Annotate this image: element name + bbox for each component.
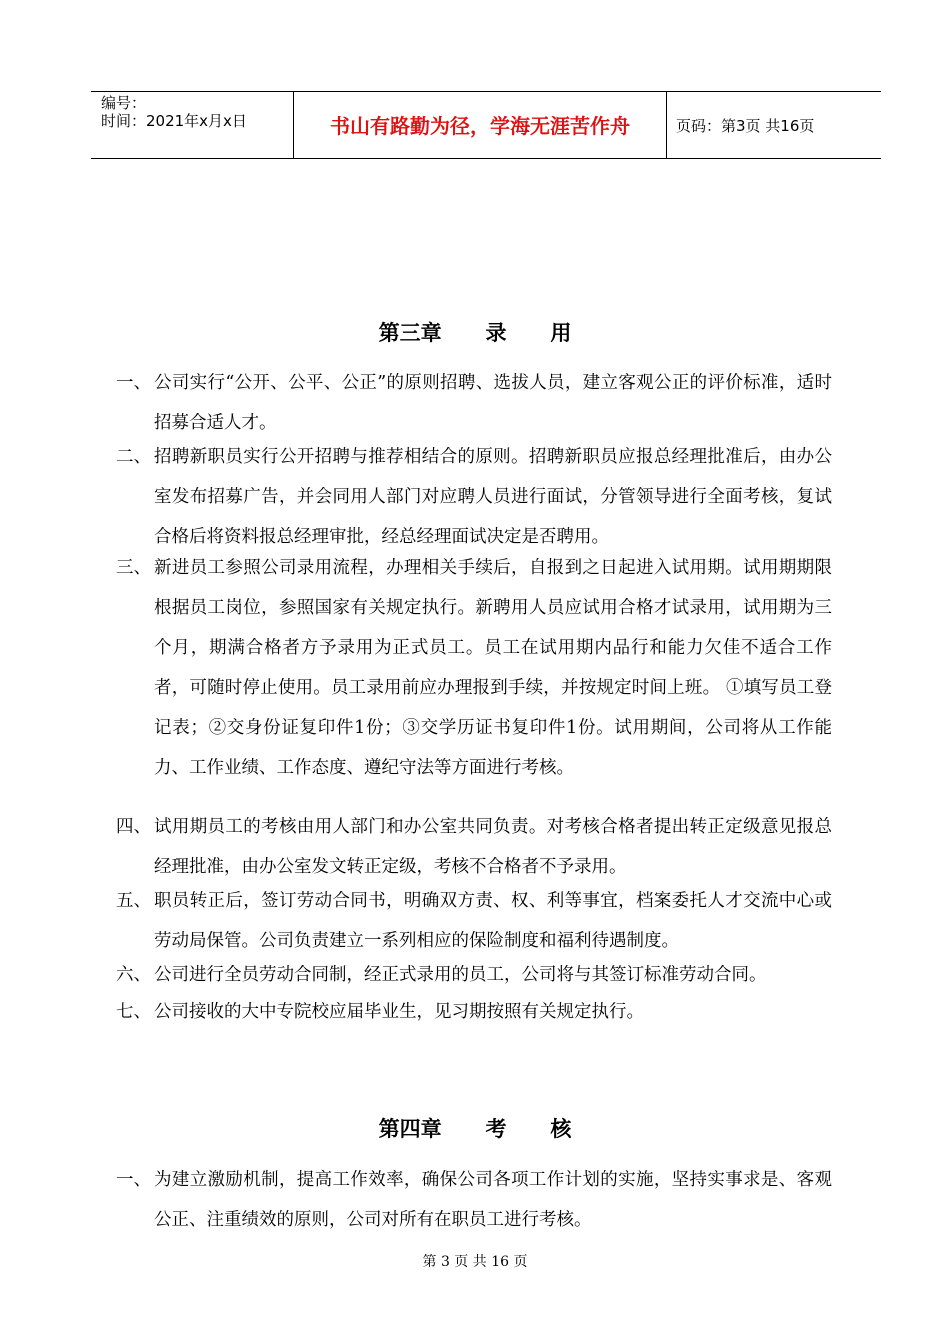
item-text: 新进员工参照公司录用流程，办理相关手续后，自报到之日起进入试用期。试用期期限根据员工岗位，参照国家有关规定执行。新聘用人员应试用合格才试录用，试用期为三个月，期满合格者方予录用为正式员工。员工在试用期内品行和能力欠佳不适合工作者，可随时停止使用。员工录用前应办理报到手续，并按规定时间上班。 ①填写员工登记表；②交身份证复印件1份；③交学历证书复印件1份。试用期间，公司将从工作能力、工作业绩、工作态度、遵纪守法等方面进行考核。	[154, 558, 832, 778]
header-left-cell	[91, 92, 293, 158]
header-middle-cell	[293, 92, 667, 158]
item-number: 四、	[116, 817, 151, 837]
list-item	[116, 807, 832, 887]
item-number: 三、	[116, 558, 151, 578]
item-text: 公司接收的大中专院校应届毕业生，见习期按照有关规定执行。	[154, 1002, 644, 1022]
list-item	[116, 955, 832, 995]
item-number: 二、	[116, 447, 151, 467]
item-number: 一、	[116, 373, 151, 393]
list-item	[116, 881, 832, 961]
list-item	[116, 1160, 832, 1240]
item-text: 公司进行全员劳动合同制，经正式录用的员工，公司将与其签订标准劳动合同。	[154, 965, 767, 985]
item-text: 试用期员工的考核由用人部门和办公室共同负责。对考核合格者提出转正定级意见报总经理批准，由办公室发文转正定级，考核不合格者不予录用。	[154, 817, 832, 877]
list-item	[116, 363, 832, 443]
list-item	[116, 437, 832, 557]
item-text: 职员转正后，签订劳动合同书，明确双方责、权、利等事宜，档案委托人才交流中心或劳动局保管。公司负责建立一系列相应的保险制度和福利待遇制度。	[154, 891, 832, 951]
page-number-label: 页码：第3页 共16页	[676, 117, 815, 135]
time-label: 时间：2021年x月x日	[101, 112, 247, 130]
page-footer: 第 3 页 共 16 页	[422, 1254, 528, 1270]
item-number: 六、	[116, 965, 151, 985]
item-text: 为建立激励机制，提高工作效率，确保公司各项工作计划的实施，坚持实事求是、客观公正、注重绩效的原则，公司对所有在职员工进行考核。	[154, 1170, 832, 1230]
item-number: 一、	[116, 1170, 151, 1190]
item-text: 招聘新职员实行公开招聘与推荐相结合的原则。招聘新职员应报总经理批准后，由办公室发布招募广告，并会同用人部门对应聘人员进行面试，分管领导进行全面考核，复试合格后将资料报总经理审批，经总经理面试决定是否聘用。	[154, 447, 832, 547]
list-item	[116, 992, 832, 1032]
item-number: 七、	[116, 1002, 151, 1022]
serial-label: 编号：	[101, 94, 147, 112]
chapter-4-title: 第四章 考 核	[378, 1117, 572, 1141]
item-text: 公司实行“公开、公平、公正”的原则招聘、选拔人员，建立客观公正的评价标准，适时招募合适人才。	[154, 373, 832, 433]
motto: 书山有路勤为径，学海无涯苦作舟	[330, 114, 630, 138]
item-number: 五、	[116, 891, 151, 911]
list-item	[116, 548, 832, 788]
header-right-cell	[666, 92, 881, 158]
page-header	[91, 91, 881, 159]
chapter-3-title: 第三章 录 用	[378, 321, 572, 345]
